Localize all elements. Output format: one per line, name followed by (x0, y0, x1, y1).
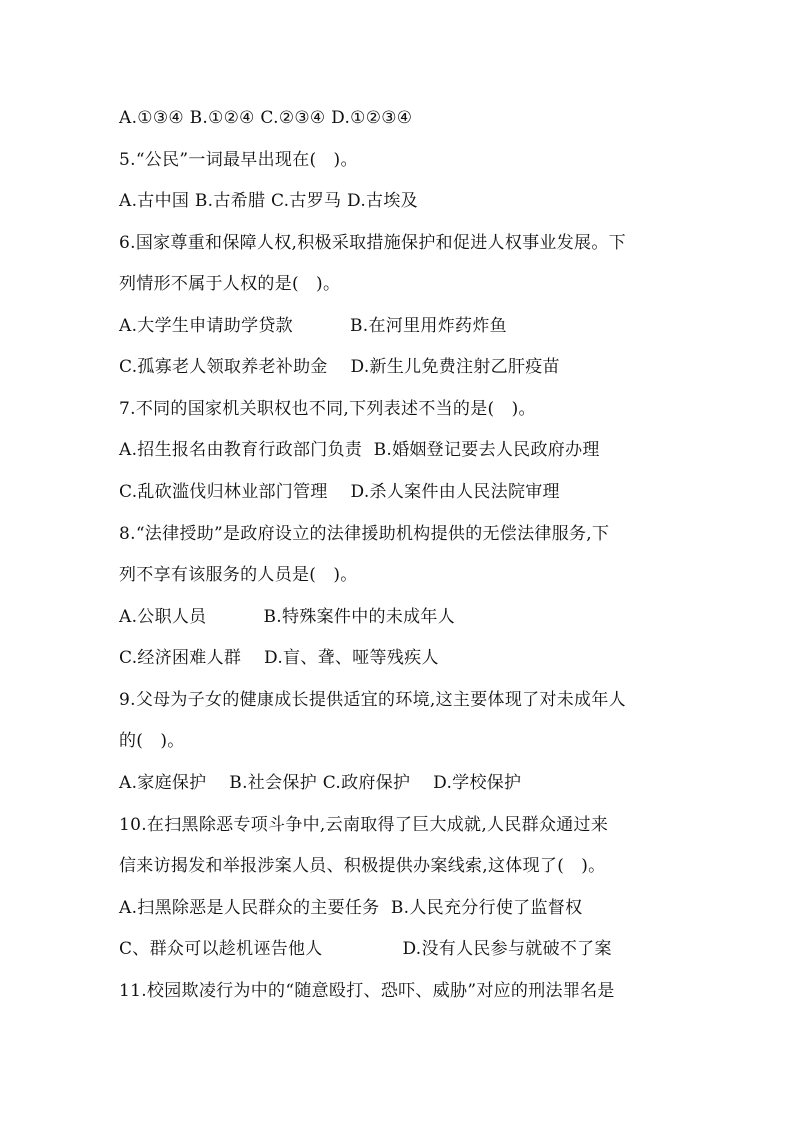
question-5: 5.“公民”一词最早出现在( )。 (119, 150, 358, 170)
question-10: 10.在扫黑除恶专项斗争中,云南取得了巨大成就,人民群众通过来 (119, 815, 609, 835)
option-line: A.大学生申请助学贷款 B.在河里用炸药炸鱼 (119, 316, 507, 336)
option-line: A.①③④ B.①②④ C.②③④ D.①②③④ (119, 108, 413, 128)
option-line: A.家庭保护 B.社会保护 C.政府保护 D.学校保护 (119, 773, 522, 793)
option-line: C.孤寡老人领取养老补助金 D.新生儿免费注射乙肝疫苗 (119, 357, 560, 377)
question-8: 8.“法律授助”是政府设立的法律援助机构提供的无偿法律服务,下 (119, 524, 610, 544)
option-line: C.经济困难人群 D.盲、聋、哑等残疾人 (119, 648, 439, 668)
question-7: 7.不同的国家机关职权也不同,下列表述不当的是( )。 (119, 399, 536, 419)
question-11: 11.校园欺凌行为中的“随意殴打、恐吓、威胁”对应的刑法罪名是 (119, 981, 615, 1001)
option-line: A.古中国 B.古希腊 C.古罗马 D.古埃及 (119, 191, 418, 211)
option-line: A.公职人员 B.特殊案件中的未成年人 (119, 607, 456, 627)
question-9-cont: 的( )。 (119, 731, 185, 751)
option-line: A.扫黑除恶是人民群众的主要任务 B.人民充分行使了监督权 (119, 898, 583, 918)
question-8-cont: 列不享有该服务的人员是( )。 (119, 565, 358, 585)
question-9: 9.父母为子女的健康成长提供适宜的环境,这主要体现了对未成年人 (119, 690, 626, 710)
question-10-cont: 信来访揭发和举报涉案人员、积极提供办案线索,这体现了( )。 (119, 856, 606, 876)
option-line: C、群众可以趁机诬告他人 D.没有人民参与就破不了案 (119, 939, 612, 959)
question-6: 6.国家尊重和保障人权,积极采取措施保护和促进人权事业发展。下 (119, 233, 626, 253)
option-line: A.招生报名由教育行政部门负责 B.婚姻登记要去人民政府办理 (119, 440, 600, 460)
question-6-cont: 列情形不属于人权的是( )。 (119, 274, 341, 294)
option-line: C.乱砍滥伐归林业部门管理 D.杀人案件由人民法院审理 (119, 482, 560, 502)
